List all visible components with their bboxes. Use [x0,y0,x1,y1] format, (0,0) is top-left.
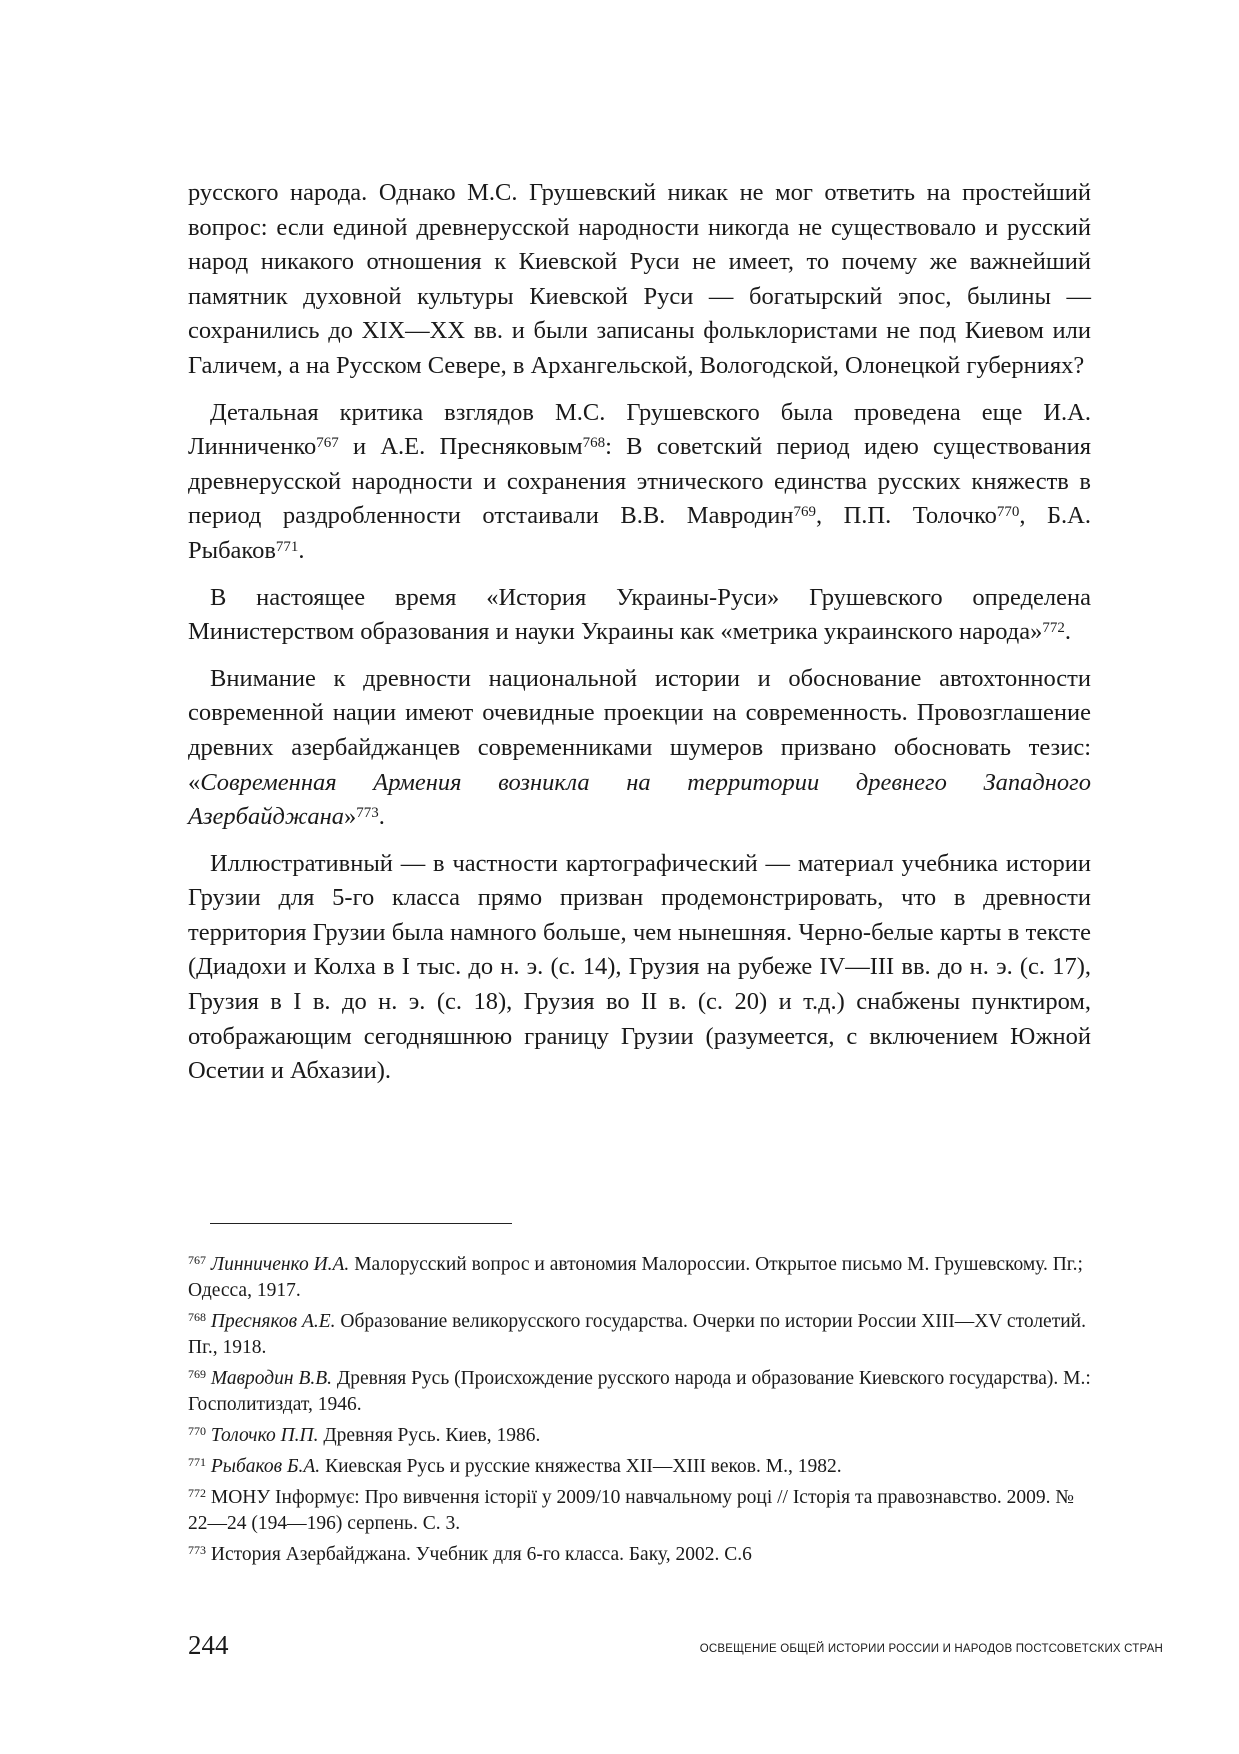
footnote-ref[interactable]: 773 [356,805,379,822]
running-title: ОСВЕЩЕНИЕ ОБЩЕЙ ИСТОРИИ РОССИИ И НАРОДОВ ПОСТСОВЕТСКИХ СТРАН [699,1643,1163,1655]
footnote-text: Малорусский вопрос и автономия Малороссии. Открытое письмо М. Грушевскому. Пг.; Одесса, 1917. [188,1254,1083,1301]
footnote [188,1309,1091,1361]
quote-italic: Современная Армения возникла на территории древнего Западного Азербайджана [188,768,1091,831]
footnote-number: 770 [188,1424,206,1438]
footnote-author: Пресняков А.Е. [210,1311,336,1332]
footnote-ref[interactable]: 770 [996,504,1020,521]
text: » [343,803,357,831]
footnote-ref[interactable]: 771 [275,538,299,555]
text: В настоящее время «История Украины-Руси» Грушевского определена Министерством образования и науки Украины как «метрика украинского народа» [188,583,1091,646]
footnote-ref[interactable]: 768 [582,435,606,452]
footnote-author: Толочко П.П. [210,1425,319,1446]
footnote-text: МОНУ Інформує: Про вивчення історії у 2009/10 навчальному році // Історія та правознавство. 2009. № 22—24 (194—196) серпень. С. 3. [188,1487,1074,1534]
footnote-ref[interactable]: 772 [1042,620,1065,637]
footnote [188,1454,1091,1480]
footnote [188,1252,1091,1304]
text: . [1064,618,1072,646]
footnote-ref[interactable]: 767 [316,435,339,452]
footnote-text: Киевская Русь и русские княжества XII—XIII веков. М., 1982. [320,1456,842,1477]
footnote-text: Древняя Русь (Происхождение русского народа и образование Киевского государства). М.: Госполитиздат, 1946. [188,1368,1091,1415]
text: , Б.А. Рыбаков [188,502,1092,564]
footnote-number: 772 [188,1486,206,1500]
footnote [188,1542,1091,1568]
footnote-number: 769 [188,1367,206,1381]
page-number: 244 [188,1630,229,1660]
text: : В советский период идею существования древнерусской народности и сохранения этнического единства русских княжеств в период раздробленности отстаивали В.В. Мавродин [188,433,1091,530]
footnote-text: История Азербайджана. Учебник для 6-го класса. Баку, 2002. С.6 [206,1544,752,1565]
footnote-author: Линниченко И.А. [210,1254,350,1275]
footnote-number: 767 [188,1253,206,1267]
text: и А.Е. Пресняковым [338,433,583,461]
footnote-author: Рыбаков Б.А. [210,1456,321,1477]
footnote-text: Древняя Русь. Киев, 1986. [318,1425,541,1446]
text: . [298,536,305,564]
footnote-number: 768 [188,1310,206,1324]
footnote-text: Образование великорусского государства. Очерки по истории России XIII—XV столетий. Пг., 1918. [188,1311,1086,1358]
paragraph: русского народа. Однако М.С. Грушевский никак не мог ответить на простейший вопрос: если единой древнерусской народности никогда не существовало и русский народ никакого отношения к Киевской Руси не имеет, то почему же важнейший памятник духовной культуры Киевской Руси — богатырский эпос, былины — сохранились до XIX—XX вв. и были записаны фольклористами не под Киевом или Галичем, а на Русском Севере, в Архангельской, Вологодской, Олонецкой губерниях? [188,179,1091,379]
footnote-divider [210,1223,512,1224]
paragraph [188,396,1091,569]
footnote-number: 771 [188,1455,206,1469]
footnote [188,1485,1091,1537]
text: . [378,803,385,831]
footnote-number: 773 [188,1543,206,1557]
text: Внимание к древности национальной истории и обоснование автохтонности современной нации имеют очевидные проекции на современность. Провозглашение древних азербайджанцев современниками шумеров призвано обосновать тезис: « [188,664,1091,796]
footnote [188,1423,1091,1449]
footnote [188,1366,1091,1418]
paragraph [188,662,1091,835]
text: , П.П. Толочко [816,502,997,530]
footnote-ref[interactable]: 769 [793,504,816,521]
footnotes [188,1252,1091,1573]
text: Детальная критика взглядов М.С. Грушевского была проведена еще И.А. Линниченко [188,398,1091,461]
main-text [188,176,1091,1101]
paragraph [188,581,1091,650]
footnote-author: Мавродин В.В. [210,1368,333,1389]
paragraph: Иллюстративный — в частности картографический — материал учебника истории Грузии для 5-го класса прямо призван продемонстрировать, что в древности территория Грузии была намного больше, чем нынешняя. Черно-белые карты в тексте (Диадохи и Колха в I тыс. до н. э. (с. 14), Грузия на рубеже IV—III вв. до н. э. (с. 17), Грузия в I в. до н. э. (с. 18), Грузия во II в. (с. 20) и т.д.) снабжены пунктиром, отображающим сегодняшнюю границу Грузии (разумеется, с включением Южной Осетии и Абхазии). [188,849,1091,1085]
